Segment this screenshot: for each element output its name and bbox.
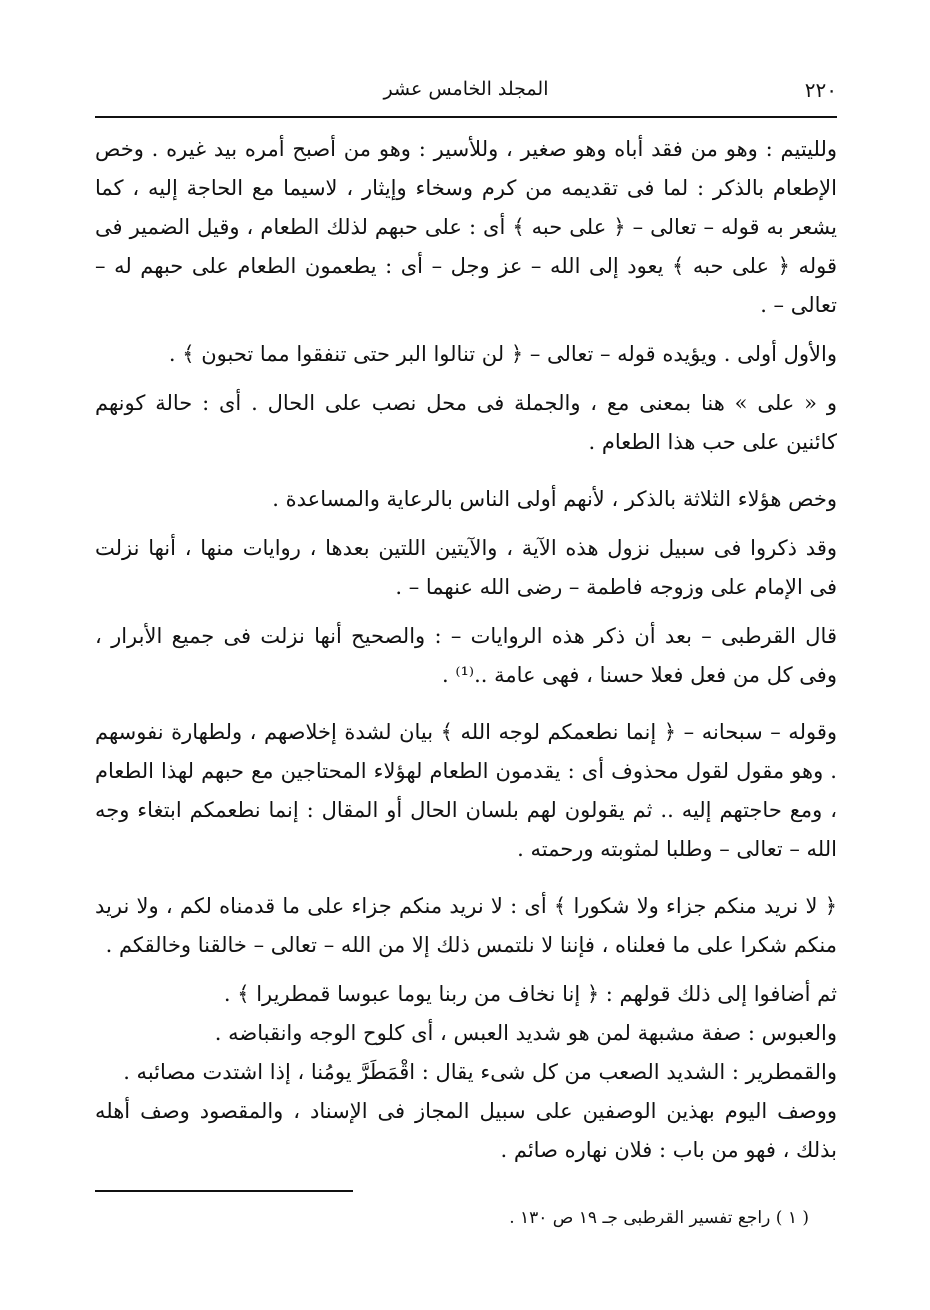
running-title: المجلد الخامس عشر xyxy=(383,78,549,100)
paragraph: والعبوس : صفة مشبهة لمن هو شديد العبس ، أى كلوح الوجه وانقباضه . xyxy=(214,1021,837,1045)
page-body xyxy=(95,130,837,1170)
footnote-rule xyxy=(95,1190,353,1192)
header-rule xyxy=(95,116,837,118)
paragraph: ووصف اليوم بهذين الوصفين على سبيل المجاز فى الإسناد ، والمقصود وصف أهله بذلك ، فهو من باب : فلان نهاره صائم . xyxy=(95,1099,837,1162)
paragraph: و « على » هنا بمعنى مع ، والجملة فى محل نصب على الحال . أى : حالة كونهم كائنين على حب هذا الطعام . xyxy=(95,391,837,454)
paragraph: ثم أضافوا إلى ذلك قولهم : ﴿ إنا نخاف من ربنا يوما عبوسا قمطريرا ﴾ . xyxy=(223,982,837,1006)
paragraph: قال القرطبى – بعد أن ذكر هذه الروايات – : والصحيح أنها نزلت فى جميع الأبرار ، وفى كل من فعل فعلا حسنا ، فهى عامة ..⁽¹⁾ . xyxy=(95,624,837,687)
paragraph: وقوله – سبحانه – ﴿ إنما نطعمكم لوجه الله ﴾ بيان لشدة إخلاصهم ، ولطهارة نفوسهم . وهو مقول لقول محذوف أى : يقدمون الطعام لهؤلاء المحتاجين مع حبهم لهذا الطعام ، ومع حاجتهم إليه .. ثم يقولون لهم بلسان الحال أو المقال : إنما نطعمكم ابتغاء وجه الله – تعالى – وطلبا لمثوبته ورحمته . xyxy=(95,720,837,861)
book-page xyxy=(95,72,837,1272)
page-number: ٢٢٠ xyxy=(804,78,837,102)
paragraph: والقمطرير : الشديد الصعب من كل شىء يقال : اقْمَطَرَّ يومُنا ، إذا اشتدت مصائبه . xyxy=(123,1060,837,1084)
footnote: ( ١ ) راجع تفسير القرطبى جـ ١٩ ص ١٣٠ . xyxy=(509,1208,809,1228)
paragraph: وخص هؤلاء الثلاثة بالذكر ، لأنهم أولى الناس بالرعاية والمساعدة . xyxy=(272,487,837,511)
paragraph: وقد ذكروا فى سبيل نزول هذه الآية ، والآيتين اللتين بعدها ، روايات منها ، أنها نزلت فى الإمام على وزوجه فاطمة – رضى الله عنهما – . xyxy=(95,536,837,599)
paragraph: ﴿ لا نريد منكم جزاء ولا شكورا ﴾ أى : لا نريد منكم جزاء على ما قدمناه لكم ، ولا نريد منكم شكرا على ما فعلناه ، فإننا لا نلتمس ذلك إلا من الله – تعالى – خالقنا وخالقكم . xyxy=(95,894,837,957)
page-header xyxy=(95,72,837,112)
paragraph: والأول أولى . ويؤيده قوله – تعالى – ﴿ لن تنالوا البر حتى تنفقوا مما تحبون ﴾ . xyxy=(168,342,837,366)
paragraph: ولليتيم : وهو من فقد أباه وهو صغير ، وللأسير : وهو من أصبح أمره بيد غيره . وخص الإطعام بالذكر : لما فى تقديمه من كرم وسخاء وإيثار ، لاسيما مع الحاجة إليه ، كما يشعر به قوله – تعالى – ﴿ على حبه ﴾ أى : على حبهم لذلك الطعام ، وقيل الضمير فى قوله ﴿ على حبه ﴾ يعود إلى الله – عز وجل – أى : يطعمون الطعام على حبهم له – تعالى – . xyxy=(95,137,837,317)
